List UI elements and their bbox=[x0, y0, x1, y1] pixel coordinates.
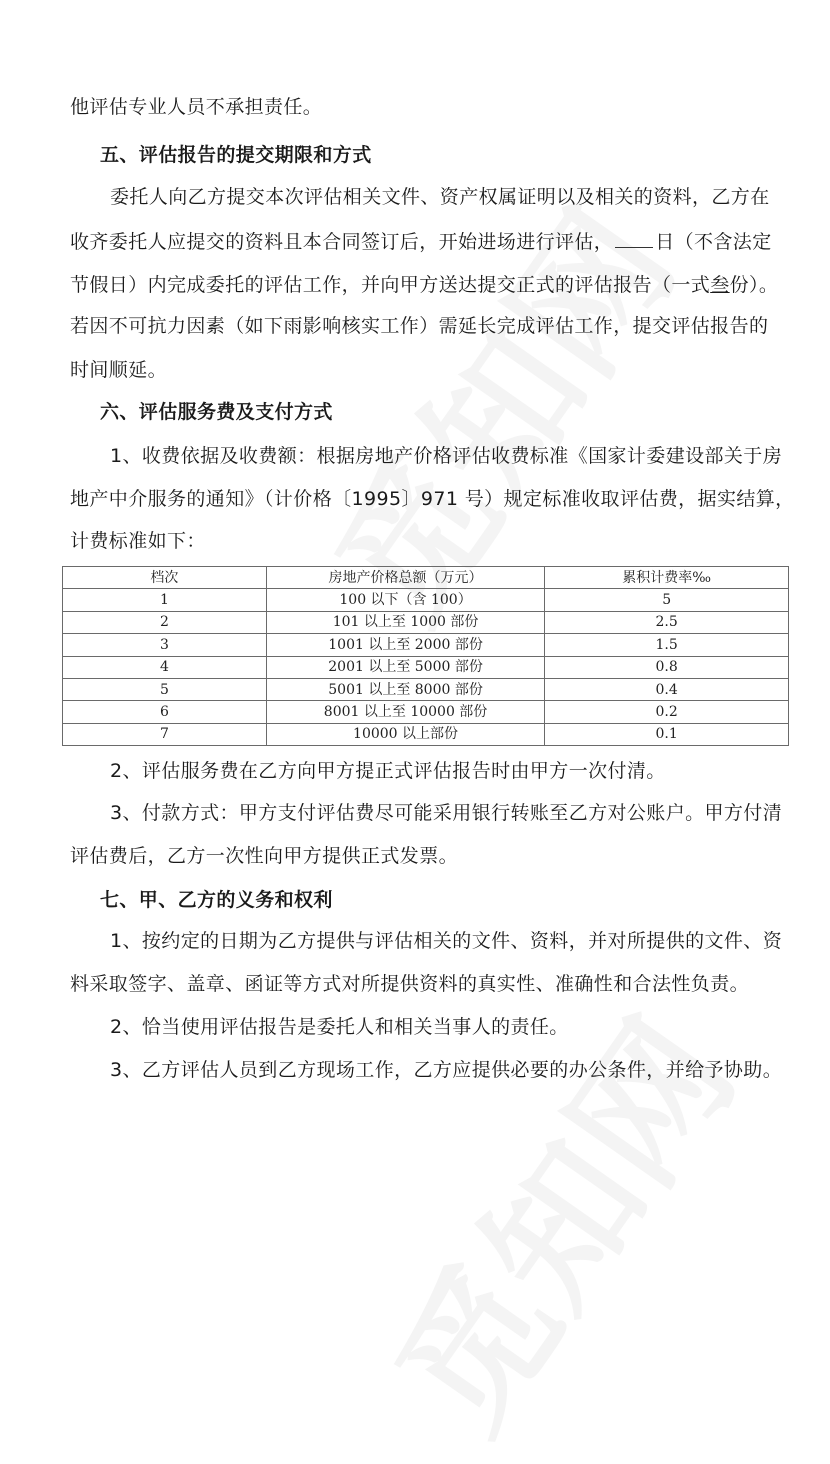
watermark-bottom bbox=[337, 972, 772, 1464]
paragraph-line: 料采取签字、盖章、函证等方式对所提供资料的真实性、准确性和合法性负责。 bbox=[70, 973, 750, 995]
copies-count: 叁 bbox=[710, 274, 730, 296]
table-cell: 1.5 bbox=[545, 634, 789, 656]
table-header-cell: 累积计费率‰ bbox=[545, 567, 789, 589]
table-cell: 5 bbox=[63, 678, 267, 700]
table-cell: 1 bbox=[63, 589, 267, 611]
text-segment: 收齐委托人应提交的资料且本合同签订后，开始进场进行评估， bbox=[70, 231, 614, 253]
table-cell: 6 bbox=[63, 701, 267, 723]
table-cell: 7 bbox=[63, 723, 267, 745]
table-row bbox=[63, 611, 789, 633]
table-cell: 5001 以上至 8000 部份 bbox=[266, 678, 545, 700]
table-cell: 0.2 bbox=[545, 701, 789, 723]
paragraph-line: 他评估专业人员不承担责任。 bbox=[70, 96, 323, 118]
paragraph-line: 地产中介服务的通知》（计价格〔1995〕971 号）规定标准收取评估费，据实结算， bbox=[70, 488, 795, 510]
paragraph-line: 若因不可抗力因素（如下雨影响核实工作）需延长完成评估工作，提交评估报告的 bbox=[70, 315, 769, 337]
table-cell: 10000 以上部份 bbox=[266, 723, 545, 745]
table-cell: 2.5 bbox=[545, 611, 789, 633]
fee-rate-table bbox=[62, 566, 789, 746]
table-header-cell: 档次 bbox=[63, 567, 267, 589]
text-segment: 节假日）内完成委托的评估工作，并向甲方送达提交正式的评估报告（一式 bbox=[70, 274, 711, 296]
section-heading-7: 七、甲、乙方的义务和权利 bbox=[100, 889, 333, 911]
table-cell: 100 以下（含 100） bbox=[266, 589, 545, 611]
paragraph-line bbox=[70, 231, 772, 253]
table-cell: 101 以上至 1000 部份 bbox=[266, 611, 545, 633]
table-cell: 8001 以上至 10000 部份 bbox=[266, 701, 545, 723]
section-heading-6: 六、评估服务费及支付方式 bbox=[100, 401, 333, 423]
table-header-cell: 房地产价格总额（万元） bbox=[266, 567, 545, 589]
paragraph-line: 时间顺延。 bbox=[70, 359, 168, 381]
table-cell: 0.1 bbox=[545, 723, 789, 745]
table-cell: 0.4 bbox=[545, 678, 789, 700]
paragraph-line: 3、乙方评估人员到乙方现场工作，乙方应提供必要的办公条件，并给予协助。 bbox=[110, 1059, 783, 1081]
paragraph-line: 1、按约定的日期为乙方提供与评估相关的文件、资料，并对所提供的文件、资 bbox=[110, 930, 783, 952]
paragraph-line: 3、付款方式：甲方支付评估费尽可能采用银行转账至乙方对公账户。甲方付清 bbox=[110, 802, 783, 824]
text-segment: 份）。 bbox=[729, 274, 779, 296]
paragraph-line: 2、恰当使用评估报告是委托人和相关当事人的责任。 bbox=[110, 1016, 569, 1038]
table-cell: 4 bbox=[63, 656, 267, 678]
table-header-row bbox=[63, 567, 789, 589]
table-row bbox=[63, 656, 789, 678]
table-row bbox=[63, 678, 789, 700]
table-cell: 1001 以上至 2000 部份 bbox=[266, 634, 545, 656]
table-row bbox=[63, 634, 789, 656]
paragraph-line bbox=[70, 274, 778, 296]
paragraph-line: 委托人向乙方提交本次评估相关文件、资产权属证明以及相关的资料，乙方在 bbox=[110, 186, 770, 208]
table-cell: 2001 以上至 5000 部份 bbox=[266, 656, 545, 678]
table-row bbox=[63, 723, 789, 745]
paragraph-line: 计费标准如下： bbox=[70, 530, 206, 552]
table-cell: 3 bbox=[63, 634, 267, 656]
paragraph-line: 2、评估服务费在乙方向甲方提正式评估报告时由甲方一次付清。 bbox=[110, 760, 666, 782]
table-row bbox=[63, 701, 789, 723]
blank-fill-days[interactable] bbox=[615, 231, 653, 248]
table-cell: 2 bbox=[63, 611, 267, 633]
paragraph-line: 评估费后，乙方一次性向甲方提供正式发票。 bbox=[70, 845, 459, 867]
text-segment: 日（不含法定 bbox=[655, 231, 772, 253]
table-row bbox=[63, 589, 789, 611]
section-heading-5: 五、评估报告的提交期限和方式 bbox=[100, 144, 372, 166]
table-cell: 5 bbox=[545, 589, 789, 611]
paragraph-line: 1、收费依据及收费额：根据房地产价格评估收费标准《国家计委建设部关于房 bbox=[110, 445, 783, 467]
table-cell: 0.8 bbox=[545, 656, 789, 678]
